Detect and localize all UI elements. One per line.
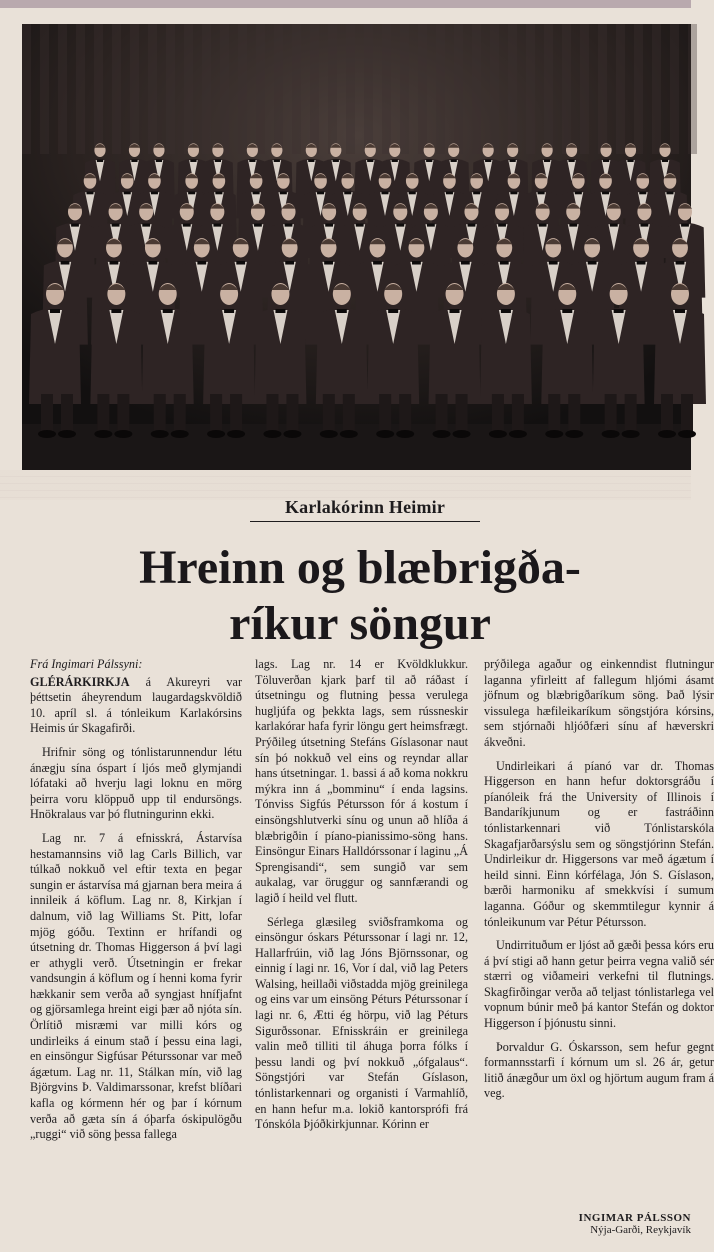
lead-paragraph bbox=[30, 675, 242, 737]
paragraph: Þorvaldur G. Óskarsson, sem hefur gegnt formannsstarfi í kórnum um sl. 26 ár, getur litið ánægður um öxl og hjörtum augum fram á veg. bbox=[484, 1039, 714, 1101]
choir-photo bbox=[22, 24, 691, 470]
headline-line-1: Hreinn og blæbrigða- bbox=[139, 541, 581, 594]
article-headline bbox=[30, 540, 690, 652]
page-bleed-through bbox=[0, 470, 691, 500]
signature-place: Nýja-Garði, Reykjavík bbox=[590, 1224, 691, 1236]
paragraph: Hrifnir söng og tónlistarunnendur létu ánægju sína óspart í ljós með glymjandi lófataki að hverju lagi loknu en mörg þeirra voru klöppuð upp til endursöngs. Hnökralaus var þó flutningurinn ekki. bbox=[30, 744, 242, 822]
article-column-1 bbox=[30, 657, 242, 1151]
lead-text: á Akureyri var þéttsetin áheyrendum laugardagskvöldið 10. apríl sl. á tónleikum Karlakórsins Heimis úr Skagafirði. bbox=[30, 674, 242, 736]
article-column-3 bbox=[484, 657, 714, 1110]
group-photo-choir-men-in-tuxedos-icon bbox=[22, 24, 691, 470]
article-byline: Frá Ingimari Pálssyni: bbox=[30, 657, 143, 671]
signature bbox=[570, 1212, 691, 1236]
signature-name: INGIMAR PÁLSSON bbox=[578, 1212, 691, 1224]
top-rule bbox=[0, 0, 691, 8]
article-kicker: Karlakórinn Heimir bbox=[250, 497, 480, 522]
paragraph: Sérlega glæsileg sviðsframkoma og einsöngur óskars Péturssonar í lagi nr. 12, Hallarfrúin, við lag Jóns Björnssonar, og einnig í lagi nr. 16, Vor í dal, við lag Peters Walsing, heillaði viðstadda mjög greinilega og eins var um einsöng Péturs Péturssonar í lagi nr. 6, Ætti ég hörpu, við lag Péturs Sigurðssonar. Efnisskráin er greinilega valin með tilliti til áhuga þorra fólks í þessu landi og því nokkuð „ófgalaus“. Söngstjóri var Stefán Gíslason, tónlistarkennari og organisti í Varmahlíð, en hann hefur m.a. lokið kantorsprófi frá Tónskóla Þjóðkirkjunnar. Kórinn er bbox=[255, 914, 468, 1132]
paragraph: Undirrituðum er ljóst að gæði þessa kórs eru á því stigi að hann getur þeirra vegna valið sér stærri og viðameiri verkefni til flutnings. Skagfirðingar verða að teljast tónlistarlega vel vopnum búnir með þá kantor Stefán og doktor Higgerson í þjónustu sinni. bbox=[484, 938, 714, 1031]
paragraph: Lag nr. 7 á efnisskrá, Ástarvísa hestamannsins við lag Carls Billich, var túlkað nokkuð vel eftir texta en þegar sungin er ástarvísa má gjarnan bera meira á innileik á köflum. Lag nr. 8, Kirkjan í dalnum, við lag Williams St. Pitt, lofar mjög góðu. Textinn er hrífandi og útsetning dr. Thomas Higgerson á því lagi er athygli verð. Útsetningin er frekar vandsungin á köflum og í henni koma fyrir hækkanir sem verða að syngjast hnífjafnt og gjörsamlega hreint eigi þær að njóta sín. Örlítið misræmi var milli kórs og undirleiks á einum stað í þessu eina lagi, en einsöngur Sigfúsar Péturssonar var með ágætum. Lag nr. 11, Stálkan mín, við lag Björgvins Þ. Valdimarssonar, krefst blíðari kafla og kórmenn hér og þar í kórnum verða að gæta sín á óþarfa óskipulögðu „ruggi“ við söng þessa fallega bbox=[30, 830, 242, 1142]
headline-line-2: ríkur söngur bbox=[229, 597, 491, 650]
paragraph: Undirleikari á píanó var dr. Thomas Higgerson en hann hefur doktorsgráðu í píanóleik frá the University of Illinois í Bandaríkjunum og er fastráðinn tónlistarkennari við Tónlistarskóla Skagafjarðarsýslu sem og söngstjórinn Stefán. Undirleikur dr. Higgersons var með ágætum í heild sinni. Einn kórfélaga, Jón S. Gíslason, bærði harmoniku af smekkvísi í sumum laganna. Góður og skemmtilegur kynnir á tónleikunum var Pétur Pétursson. bbox=[484, 758, 714, 929]
paragraph: lags. Lag nr. 14 er Kvöldklukkur. Töluverðan kjark þarf til að ráðast í útsetningu og flutning þessa verulega hugljúfa og þekkta lags, sem rússneskir karlakórar hafa fyrir löngu gert heimsfrægt. Prýðileg útsetning Stefáns Gíslasonar naut sín þó nokkuð vel eins og reyndar allar hans útsetningar. 1. bassi á að koma nokkru mýkra inn á „bomminu“ í enda lagsins. Tónviss Sigfús Pétursson fór á kostum í einsöngshlutverki sínu og unun að hlíða á blæbrigðin í píano-pianissimo-söng hans. Einsöngur Einars Halldórssonar í laginu „Á Sprengisandi“, sem sungið var sem aukalag, var öruggur og sannfærandi og lagið í heild vel flutt. bbox=[255, 657, 468, 905]
paragraph: prýðilega agaður og einkenndist flutningur laganna yfirleitt af fallegum hljómi ásamt jöfnum og blæbrigðaríkum söng. Það lýsir vissulega hæfileikaríkum söngstjóra kórsins, sem stjórnaði hljóðfæri sínu af hæverskri ákveðni. bbox=[484, 657, 714, 749]
article-column-2 bbox=[255, 657, 468, 1141]
lead-caps: GLÉRÁRKIRKJA bbox=[30, 674, 130, 689]
